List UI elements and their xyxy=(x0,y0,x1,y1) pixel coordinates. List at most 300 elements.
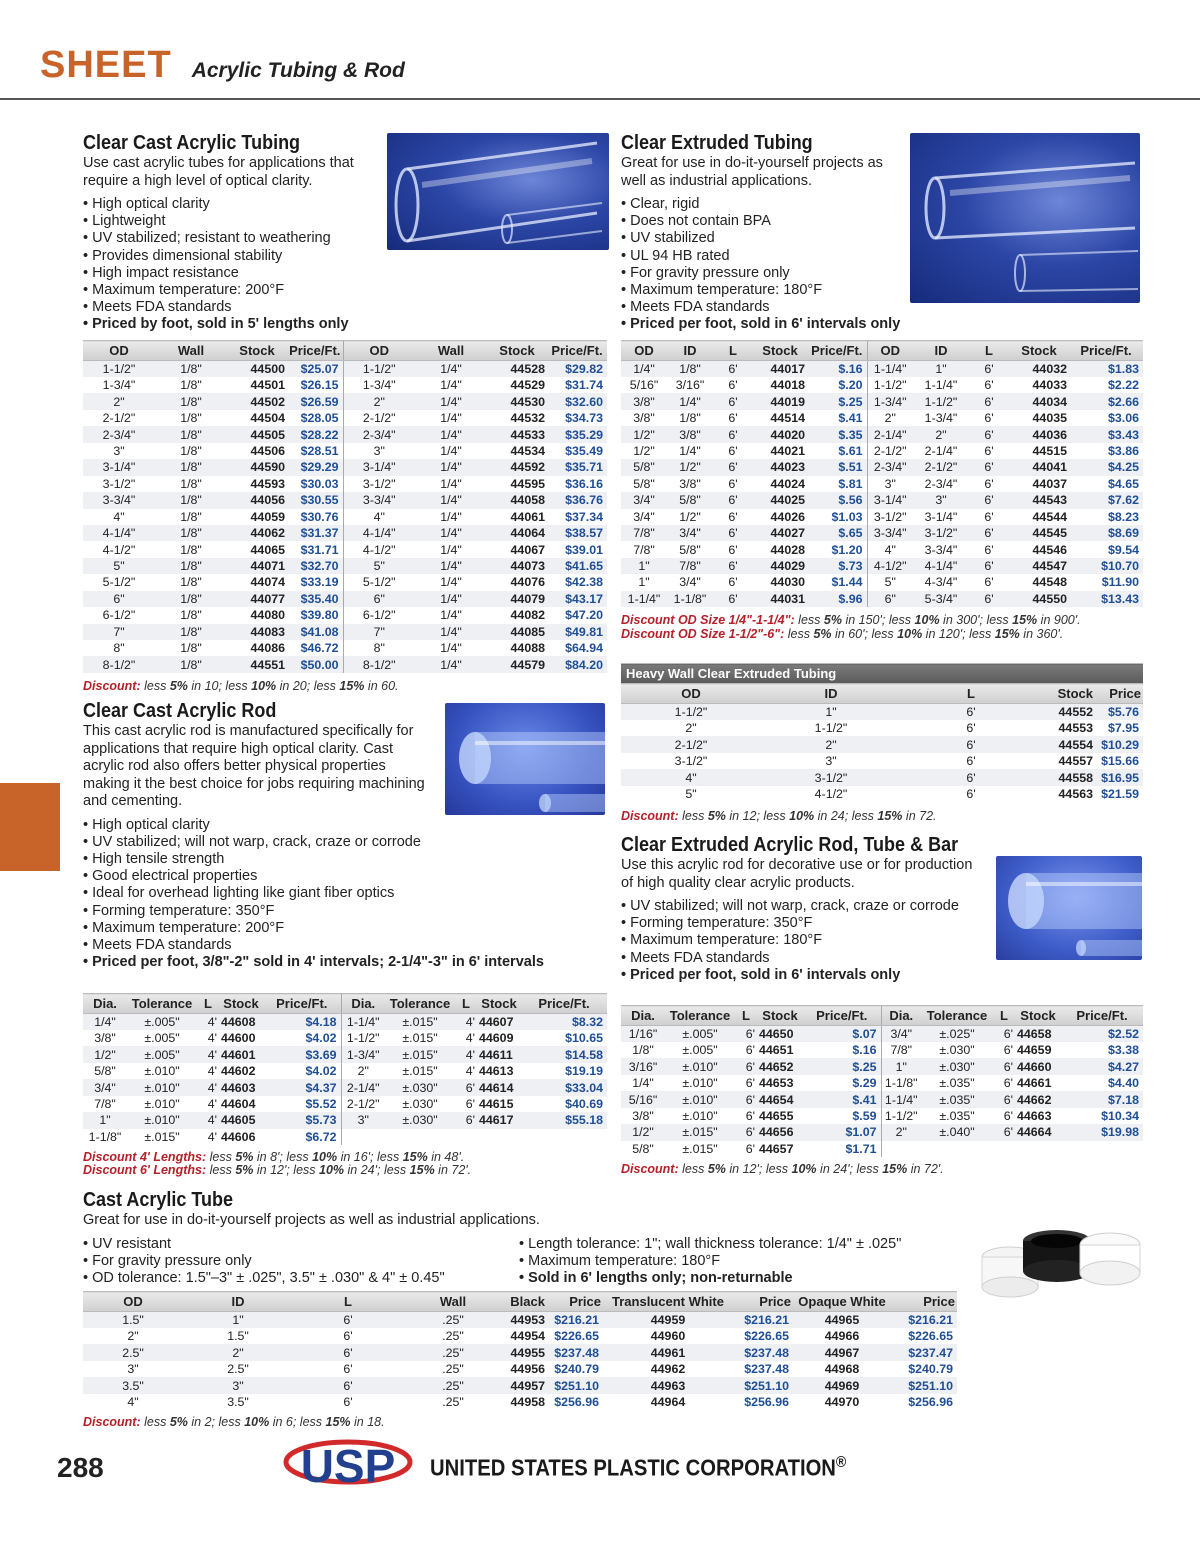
table-cell: 5" xyxy=(343,558,415,574)
table-cell: 3-1/2" xyxy=(867,509,913,525)
table-cell: 6" xyxy=(343,591,415,607)
table-cell: 44651 xyxy=(759,1043,794,1058)
table-cell: 1-1/4" xyxy=(924,378,958,393)
table-cell: 6' xyxy=(969,361,1009,378)
table-row xyxy=(621,393,1143,409)
table-cell: 1/8" xyxy=(155,492,227,508)
cast-rod-title: Clear Cast Acrylic Rod xyxy=(83,700,277,722)
table-row xyxy=(621,736,1143,752)
table-cell: 6-1/2" xyxy=(343,607,415,623)
table-cell: 1/4" xyxy=(440,575,462,590)
table-cell: 4" xyxy=(867,541,913,557)
table-cell: $29.82 xyxy=(547,361,607,378)
table-row xyxy=(621,459,1143,475)
table-cell: ±.040" xyxy=(921,1124,993,1140)
table-cell: 6' xyxy=(713,525,753,541)
column-header: Price/Ft. xyxy=(803,1006,881,1026)
table-cell: 44656 xyxy=(757,1124,803,1140)
table-cell: 44059 xyxy=(250,509,285,524)
table-cell: 44065 xyxy=(250,542,285,557)
table-cell: 44528 xyxy=(487,361,547,378)
table-cell: $34.73 xyxy=(565,411,603,426)
table-cell: 44664 xyxy=(1015,1124,1061,1140)
table-cell: $3.38 xyxy=(1107,1043,1139,1058)
table-cell: 44607 xyxy=(477,1014,521,1031)
table-cell: $36.76 xyxy=(547,492,607,508)
table-cell: 4-3/4" xyxy=(924,575,958,590)
table-cell: $3.43 xyxy=(1069,426,1143,442)
table-cell: 44021 xyxy=(770,443,805,458)
table-cell: 1-1/4" xyxy=(881,1091,921,1107)
table-cell: 4" xyxy=(113,509,125,524)
table-cell: 44026 xyxy=(770,509,805,524)
table-cell: 1-3/4" xyxy=(343,377,415,393)
table-cell: $46.72 xyxy=(300,641,339,656)
table-row xyxy=(83,1046,607,1062)
table-row xyxy=(83,410,607,426)
table-cell: 3-3/4" xyxy=(83,492,155,508)
table-cell: 2" xyxy=(685,721,697,736)
table-cell: $35.29 xyxy=(547,426,607,442)
cast-tubing-description: Use cast acrylic tubes for applications that require a high level of optical clarity. xyxy=(83,155,354,189)
table-cell: $.25 xyxy=(807,393,867,409)
table-cell: 3" xyxy=(343,443,415,459)
table-cell: ±.010" xyxy=(144,1096,180,1111)
table-cell: 3/8" xyxy=(679,476,701,491)
table-cell: 44605 xyxy=(219,1112,263,1128)
column-header: OD xyxy=(83,1292,183,1312)
table-cell: 6' xyxy=(455,1112,477,1128)
table-cell: 44077 xyxy=(227,591,287,607)
rod-image-icon xyxy=(445,703,605,815)
table-cell: 44617 xyxy=(477,1112,521,1128)
table-cell: $.59 xyxy=(852,1108,877,1123)
feature-bullet-pricing: • Priced by foot, sold in 5' lengths only xyxy=(83,316,603,333)
table-row xyxy=(621,704,1143,721)
table-cell: $237.48 xyxy=(744,1362,789,1377)
table-cell: 1/4" xyxy=(415,426,487,442)
table-cell: $9.54 xyxy=(1107,542,1139,557)
table-cell: 6' xyxy=(728,476,738,491)
table-cell: 3" xyxy=(341,1112,385,1128)
table-cell: 1/4" xyxy=(415,591,487,607)
table-cell: 3-1/2" xyxy=(102,476,136,491)
column-header: Dia. xyxy=(881,1006,921,1026)
table-cell: ±.010" xyxy=(665,1091,735,1107)
feature-bullet: • UV stabilized; will not warp, crack, craze or corrode xyxy=(83,834,613,851)
table-cell: 1/4" xyxy=(415,393,487,409)
extruded-rod-table xyxy=(621,1005,1143,1157)
column-header: ID xyxy=(667,341,713,361)
table-cell: 1/8" xyxy=(180,542,202,557)
table-cell: $30.03 xyxy=(300,476,339,491)
table-cell: 3/8" xyxy=(633,411,655,426)
table-cell: .25" xyxy=(403,1377,503,1393)
table-cell: $13.43 xyxy=(1069,591,1143,607)
table-cell: $.96 xyxy=(807,591,867,607)
table-cell: ±.010" xyxy=(682,1108,718,1123)
table-cell: $38.57 xyxy=(547,525,607,541)
table-cell: 4-1/2" xyxy=(343,541,415,557)
table-cell: 6' xyxy=(901,704,1041,721)
table-cell: 6' xyxy=(728,509,738,524)
extruded-tubing-table xyxy=(621,340,1143,607)
table-cell: $8.69 xyxy=(1069,525,1143,541)
table-cell: $31.71 xyxy=(300,542,339,557)
company-name xyxy=(430,1454,846,1482)
table-cell: 3/16" xyxy=(675,378,705,393)
column-header: OD xyxy=(621,684,761,704)
feature-bullet: • High tensile strength xyxy=(83,851,613,868)
table-row xyxy=(83,1079,607,1095)
table-cell: 3-3/4" xyxy=(867,525,913,541)
table-row xyxy=(83,1377,957,1393)
feature-bullet: • Maximum temperature: 200°F xyxy=(83,920,613,937)
page-number: 288 xyxy=(57,1452,104,1483)
table-cell: 6' xyxy=(343,1362,353,1377)
extruded-rod-section xyxy=(621,833,981,984)
table-row xyxy=(621,1058,1143,1074)
table-cell: $64.94 xyxy=(565,641,603,656)
column-header: OD xyxy=(867,341,913,361)
table-cell: 44659 xyxy=(1017,1043,1052,1058)
table-cell: $251.10 xyxy=(891,1377,957,1393)
table-cell xyxy=(385,1129,455,1145)
table-cell: 4' xyxy=(197,1046,219,1062)
table-cell: $29.29 xyxy=(287,459,343,475)
table-cell: 6' xyxy=(728,411,738,426)
feature-bullet: • UV stabilized xyxy=(621,230,961,247)
table-cell: 2-3/4" xyxy=(343,426,415,442)
table-cell: 1-3/4" xyxy=(102,378,136,393)
feature-bullet: • Forming temperature: 350°F xyxy=(621,915,961,932)
table-cell: 44532 xyxy=(510,411,545,426)
table-cell: $.16 xyxy=(852,1043,877,1058)
table-cell: 6' xyxy=(984,542,994,557)
table-cell: $5.76 xyxy=(1095,704,1143,721)
discount-label: Discount 4' Lengths: xyxy=(83,1150,207,1164)
table-cell: 4' xyxy=(455,1046,477,1062)
table-cell: 1-1/2" xyxy=(881,1108,921,1124)
table-cell: 4' xyxy=(197,1014,219,1031)
table-row xyxy=(83,624,607,640)
table-cell: 3/4" xyxy=(633,509,655,524)
table-cell: 3/4" xyxy=(667,525,713,541)
table-cell: $36.16 xyxy=(565,476,603,491)
table-cell: $4.02 xyxy=(305,1064,337,1079)
table-cell: ±.010" xyxy=(127,1079,197,1095)
table-cell: $50.00 xyxy=(287,656,343,672)
table-cell: 44028 xyxy=(770,542,805,557)
table-cell: 3-1/4" xyxy=(343,459,415,475)
table-cell: 44961 xyxy=(603,1344,733,1360)
table-cell: ±.010" xyxy=(144,1064,180,1079)
heavy-wall-title: Heavy Wall Clear Extruded Tubing xyxy=(621,664,1143,684)
table-cell: ±.005" xyxy=(665,1026,735,1043)
table-cell: 44963 xyxy=(603,1377,733,1393)
table-cell: 1/8" xyxy=(155,393,227,409)
column-header: L xyxy=(993,1006,1015,1026)
discount-label: Discount 6' Lengths: xyxy=(83,1163,207,1177)
table-cell: 2" xyxy=(183,1344,293,1360)
table-cell: 44595 xyxy=(510,476,545,491)
feature-bullet: • High impact resistance xyxy=(83,265,603,282)
table-cell: 6' xyxy=(969,591,1009,607)
table-cell: 3-1/2" xyxy=(674,754,708,769)
table-cell: 8" xyxy=(113,641,125,656)
table-row xyxy=(83,443,607,459)
table-cell: 44603 xyxy=(219,1079,263,1095)
table-cell: $.56 xyxy=(807,492,867,508)
table-cell: 6' xyxy=(713,361,753,378)
table-cell: 44959 xyxy=(603,1312,733,1329)
table-cell: 44019 xyxy=(753,393,807,409)
table-cell: $19.98 xyxy=(1061,1124,1143,1140)
table-cell: 6' xyxy=(343,1329,353,1344)
table-cell: ±.035" xyxy=(939,1076,975,1091)
registered-mark: ® xyxy=(835,1454,847,1471)
column-header: L xyxy=(293,1292,403,1312)
column-header: Price xyxy=(891,1292,957,1312)
table-cell: 44529 xyxy=(510,378,545,393)
discount-line xyxy=(83,679,399,693)
table-cell: 1/2" xyxy=(679,509,701,524)
table-cell: 3-1/2" xyxy=(761,769,901,785)
table-cell: 3-3/4" xyxy=(924,542,958,557)
table-cell: $.51 xyxy=(807,459,867,475)
table-cell: 4-1/4" xyxy=(83,525,155,541)
table-cell: $47.20 xyxy=(565,608,603,623)
table-cell: $41.08 xyxy=(287,624,343,640)
table-cell: 1/4" xyxy=(440,476,462,491)
table-cell: 44086 xyxy=(250,641,285,656)
column-header: L xyxy=(197,994,219,1014)
table-cell: 6' xyxy=(966,721,976,736)
table-cell: 1/2" xyxy=(621,1124,665,1140)
table-cell: 44563 xyxy=(1058,786,1093,801)
table-cell: 44969 xyxy=(793,1377,891,1393)
feature-bullet: • High optical clarity xyxy=(83,196,603,213)
table-row xyxy=(83,558,607,574)
table-cell: 1/4" xyxy=(415,459,487,475)
table-cell: $14.58 xyxy=(521,1046,607,1062)
table-cell: 3-1/4" xyxy=(924,509,958,524)
table-cell: 44653 xyxy=(759,1076,794,1091)
table-row xyxy=(83,574,607,590)
table-cell: 2" xyxy=(83,393,155,409)
table-row xyxy=(83,393,607,409)
cast-tubing-discount xyxy=(83,679,399,693)
table-cell: 3/4" xyxy=(621,492,667,508)
table-cell: 1/8" xyxy=(155,426,227,442)
table-cell: 44067 xyxy=(510,542,545,557)
table-cell: $237.48 xyxy=(547,1344,603,1360)
table-cell: 6' xyxy=(984,476,994,491)
table-cell: 2.5" xyxy=(227,1362,249,1377)
feature-bullet: • Meets FDA standards xyxy=(83,299,603,316)
table-cell: 1/4" xyxy=(440,641,462,656)
table-cell: 1/8" xyxy=(155,361,227,378)
table-cell: 3/8" xyxy=(621,393,667,409)
table-cell: $.07 xyxy=(803,1026,881,1043)
table-cell: 44034 xyxy=(1009,393,1069,409)
table-cell: $237.47 xyxy=(891,1344,957,1360)
table-cell: ±.035" xyxy=(939,1108,975,1123)
table-cell: ±.030" xyxy=(402,1096,438,1111)
table-cell: 44652 xyxy=(757,1058,803,1074)
table-cell: 44543 xyxy=(1009,492,1069,508)
table-cell: 1/8" xyxy=(155,591,227,607)
table-cell: ±.030" xyxy=(921,1058,993,1074)
table-cell: 2-1/2" xyxy=(913,459,969,475)
table-cell xyxy=(1061,1141,1143,1157)
table-cell: 6' xyxy=(713,591,753,607)
table-cell: .25" xyxy=(442,1362,464,1377)
feature-bullet: • Maximum temperature: 200°F xyxy=(83,282,603,299)
table-cell: 6' xyxy=(993,1091,1015,1107)
table-cell: $251.10 xyxy=(733,1377,793,1393)
feature-bullet: • Maximum temperature: 180°F xyxy=(519,1253,959,1270)
table-row xyxy=(83,509,607,525)
column-header: Wall xyxy=(155,341,227,361)
table-cell: 44546 xyxy=(1032,542,1067,557)
table-cell: $7.95 xyxy=(1108,721,1140,736)
table-row xyxy=(83,1328,957,1344)
table-cell: 4' xyxy=(197,1112,219,1128)
cast-rod-discount xyxy=(83,1151,471,1177)
table-cell: 1/4" xyxy=(415,558,487,574)
table-cell: 1-1/4" xyxy=(621,591,667,607)
column-header: OD xyxy=(621,341,667,361)
table-cell: 44534 xyxy=(510,443,545,458)
table-cell: 5-1/2" xyxy=(102,575,136,590)
table-cell: 8-1/2" xyxy=(83,656,155,672)
feature-bullet: • Does not contain BPA xyxy=(621,213,961,230)
feature-bullet: • Provides dimensional stability xyxy=(83,248,603,265)
table-cell: $32.60 xyxy=(547,393,607,409)
table-row xyxy=(621,443,1143,459)
table-cell: 2" xyxy=(761,736,901,752)
discount-label: Discount: xyxy=(83,679,141,693)
table-cell: 1" xyxy=(621,558,667,574)
feature-bullet: • UL 94 HB rated xyxy=(621,248,961,265)
table-row xyxy=(83,640,607,656)
column-header: Price/Ft. xyxy=(547,341,607,361)
table-cell: 1" xyxy=(183,1312,293,1329)
table-cell: 1/8" xyxy=(180,443,202,458)
table-row xyxy=(621,525,1143,541)
table-cell: 2-3/4" xyxy=(867,459,913,475)
table-row xyxy=(83,361,607,378)
table-cell: 3-1/2" xyxy=(343,476,415,492)
table-cell: 44027 xyxy=(753,525,807,541)
table-cell: $26.59 xyxy=(287,393,343,409)
table-cell: $.73 xyxy=(807,558,867,574)
table-cell: 44056 xyxy=(227,492,287,508)
table-row xyxy=(83,541,607,557)
table-cell: 44080 xyxy=(250,608,285,623)
table-cell: 44533 xyxy=(487,426,547,442)
table-cell: 2-3/4" xyxy=(83,426,155,442)
table-cell: 1/2" xyxy=(621,426,667,442)
table-cell: 44025 xyxy=(753,492,807,508)
table-cell: 44613 xyxy=(479,1064,514,1079)
table-cell xyxy=(455,1129,477,1145)
usp-logo-icon xyxy=(283,1438,413,1496)
discount-text: less 5% in 2; less 10% in 6; less 15% in 18. xyxy=(140,1415,385,1429)
table-cell: $31.37 xyxy=(287,525,343,541)
table-cell: 6' xyxy=(713,393,753,409)
feature-bullet: • Meets FDA standards xyxy=(83,937,613,954)
table-row xyxy=(621,476,1143,492)
table-cell: 44554 xyxy=(1041,736,1095,752)
table-cell: 2" xyxy=(881,1124,921,1140)
table-cell: 44660 xyxy=(1015,1058,1061,1074)
table-cell: 44037 xyxy=(1032,476,1067,491)
table-cell: ±.005" xyxy=(682,1043,718,1058)
table-cell: 1/4" xyxy=(440,411,462,426)
table-cell: 4" xyxy=(621,769,761,785)
table-row xyxy=(83,1112,607,1128)
page-subtitle: Acrylic Tubing & Rod xyxy=(191,59,405,82)
feature-bullet: • UV stabilized; resistant to weathering xyxy=(83,230,603,247)
table-cell: 44658 xyxy=(1015,1026,1061,1043)
table-cell: 1" xyxy=(881,1058,921,1074)
header-divider xyxy=(0,98,1200,100)
table-cell: $21.59 xyxy=(1101,786,1140,801)
table-cell: 44017 xyxy=(753,361,807,378)
extruded-tubing-photo xyxy=(910,133,1140,303)
table-cell: $1.44 xyxy=(831,575,863,590)
table-cell: 6' xyxy=(1003,1108,1013,1123)
table-cell: $3.86 xyxy=(1107,443,1139,458)
table-cell: $1.07 xyxy=(803,1124,881,1140)
table-cell: 6' xyxy=(728,575,738,590)
table-cell: $30.55 xyxy=(287,492,343,508)
table-row xyxy=(621,574,1143,590)
table-cell: 4-1/4" xyxy=(343,525,415,541)
table-cell: 6' xyxy=(343,1394,353,1409)
table-cell: .25" xyxy=(442,1394,464,1409)
table-cell: 6' xyxy=(745,1076,755,1091)
table-row xyxy=(83,1014,607,1031)
table-cell: $216.21 xyxy=(733,1312,793,1329)
table-cell: 1-1/2" xyxy=(867,377,913,393)
table-cell: $256.96 xyxy=(908,1394,953,1409)
table-cell: ±.010" xyxy=(665,1058,735,1074)
discount-text: less 5% in 12; less 10% in 24; less 15% in 72. xyxy=(678,809,937,823)
table-cell: 3-1/4" xyxy=(867,492,913,508)
table-cell: 6' xyxy=(969,492,1009,508)
table-cell: .25" xyxy=(442,1329,464,1344)
table-cell: $1.20 xyxy=(831,542,863,557)
table-cell: 3/4" xyxy=(679,575,701,590)
cast-tube-title: Cast Acrylic Tube xyxy=(83,1189,234,1211)
side-tab xyxy=(0,783,60,871)
table-cell: 3.5" xyxy=(83,1377,183,1393)
table-cell: $.41 xyxy=(838,411,863,426)
table-cell: 6' xyxy=(713,558,753,574)
table-cell: $4.37 xyxy=(263,1079,341,1095)
table-cell: ±.015" xyxy=(144,1129,180,1144)
table-cell: $256.96 xyxy=(744,1394,789,1409)
table-cell: ±.015" xyxy=(402,1064,438,1079)
column-header: L xyxy=(735,1006,757,1026)
table-cell: 1/16" xyxy=(621,1026,665,1043)
table-cell: $.81 xyxy=(838,476,863,491)
table-cell: $1.71 xyxy=(845,1141,877,1156)
heavy-wall-table xyxy=(621,663,1143,802)
